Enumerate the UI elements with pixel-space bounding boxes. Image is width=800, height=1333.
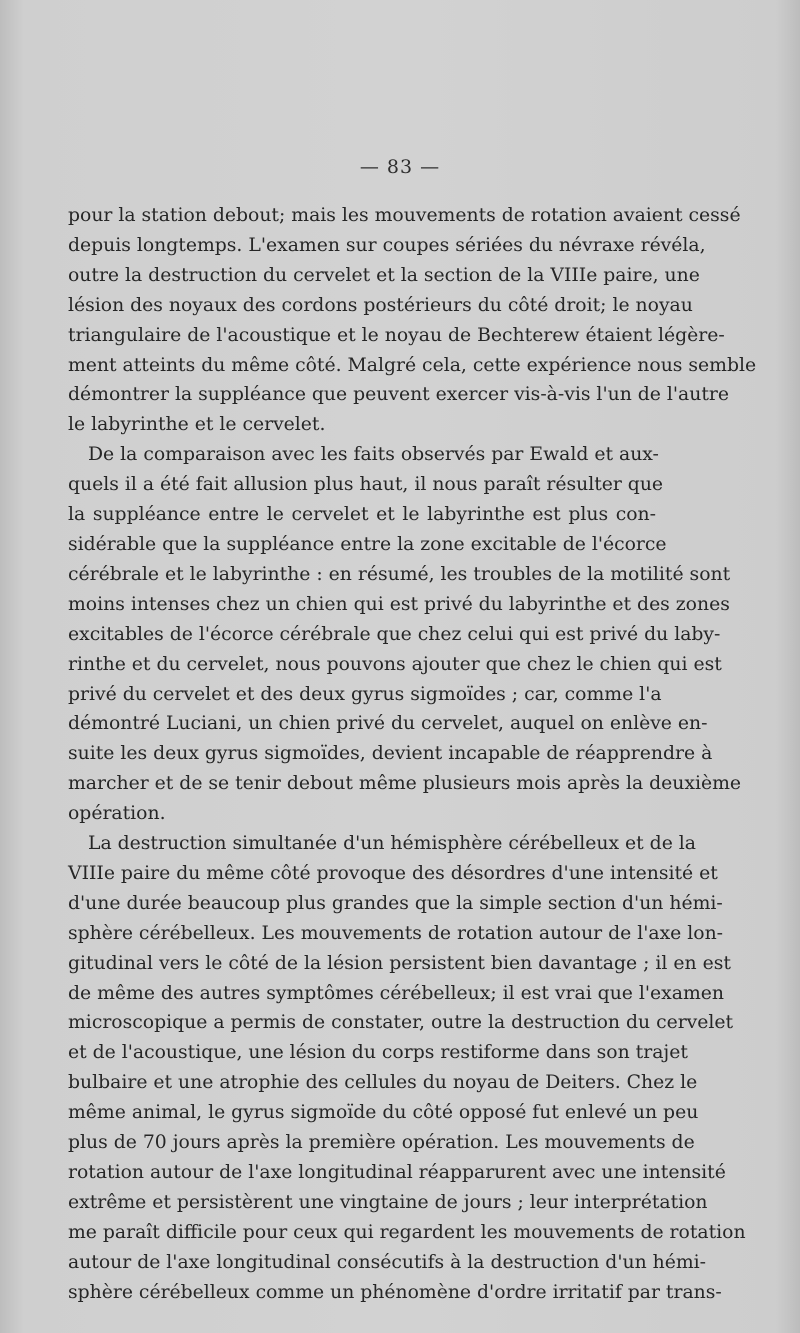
text-line: De la comparaison avec les faits observés par Ewald et aux-	[88, 444, 659, 466]
text-line: sidérable que la suppléance entre la zone excitable de l'écorce	[68, 533, 667, 555]
text-line: VIIIe paire du même côté provoque des désordres d'une intensité et	[68, 862, 718, 884]
text-line: gitudinal vers le côté de la lésion persistent bien davantage ; il en est	[68, 952, 731, 974]
text-line: cérébrale et le labyrinthe : en résumé, les troubles de la motilité sont	[68, 563, 731, 585]
text-line: outre la destruction du cervelet et la section de la VIIIe paire, une	[68, 264, 700, 286]
text-line: microscopique a permis de constater, outre la destruction du cervelet	[68, 1012, 734, 1034]
text-line: pour la station debout; mais les mouvements de rotation avaient cessé	[68, 205, 741, 226]
paragraph	[68, 440, 741, 829]
text-line: La destruction simultanée d'un hémisphère cérébelleux et de la	[88, 833, 696, 855]
text-line: d'une durée beaucoup plus grandes que la simple section d'un hémi-	[68, 892, 723, 914]
text-line: le labyrinthe et le cervelet.	[68, 414, 326, 436]
text-line: me paraît difficile pour ceux qui regardent les mouvements de rotation	[68, 1221, 746, 1243]
text-line: depuis longtemps. L'examen sur coupes sériées du névraxe révéla,	[68, 234, 706, 256]
text-line: bulbaire et une atrophie des cellules du noyau de Deiters. Chez le	[68, 1072, 698, 1094]
text-line: plus de 70 jours après la première opération. Les mouvements de	[68, 1132, 695, 1154]
text-line: ment atteints du même côté. Malgré cela, cette expérience nous semble	[68, 354, 757, 376]
text-line: autour de l'axe longitudinal consécutifs à la destruction d'un hémi-	[68, 1251, 707, 1273]
body-text	[68, 201, 757, 1308]
text-line: suite les deux gyrus sigmoïdes, devient incapable de réapprendre à	[68, 743, 713, 765]
text-line: extrême et persistèrent une vingtaine de jours ; leur interprétation	[68, 1191, 708, 1213]
text-line: quels il a été fait allusion plus haut, il nous paraît résulter que	[68, 474, 664, 496]
text-line: excitables de l'écorce cérébrale que chez celui qui est privé du laby-	[68, 623, 721, 645]
text-line: démontrer la suppléance que peuvent exercer vis-à-vis l'un de l'autre	[68, 384, 729, 406]
text-line: privé du cervelet et des deux gyrus sigmoïdes ; car, comme l'a	[68, 683, 662, 705]
paragraph	[68, 829, 746, 1308]
paragraph	[68, 201, 757, 440]
text-line: sphère cérébelleux. Les mouvements de rotation autour de l'axe lon-	[68, 922, 724, 944]
text-line: moins intenses chez un chien qui est privé du labyrinthe et des zones	[68, 593, 730, 615]
text-line: marcher et de se tenir debout même plusieurs mois après la deuxième	[68, 773, 741, 795]
text-line: démontré Luciani, un chien privé du cervelet, auquel on enlève en-	[68, 713, 708, 735]
text-line: même animal, le gyrus sigmoïde du côté opposé fut enlevé un peu	[68, 1102, 699, 1124]
text-line: opération.	[68, 803, 166, 825]
text-line: rotation autour de l'axe longitudinal réapparurent avec une intensité	[68, 1162, 726, 1183]
text-line: triangulaire de l'acoustique et le noyau de Bechterew étaient légère-	[68, 324, 725, 346]
text-line: sphère cérébelleux comme un phénomène d'ordre irritatif par trans-	[68, 1281, 722, 1303]
page-number: — 83 —	[359, 156, 441, 178]
text-line: et de l'acoustique, une lésion du corps restiforme dans son trajet	[68, 1042, 688, 1064]
text-line: la suppléance entre le cervelet et le labyrinthe est plus con-	[68, 504, 656, 526]
text-line: rinthe et du cervelet, nous pouvons ajouter que chez le chien qui est	[68, 653, 722, 675]
text-line: de même des autres symptômes cérébelleux; il est vrai que l'examen	[68, 982, 724, 1004]
text-line: lésion des noyaux des cordons postérieurs du côté droit; le noyau	[68, 294, 693, 316]
